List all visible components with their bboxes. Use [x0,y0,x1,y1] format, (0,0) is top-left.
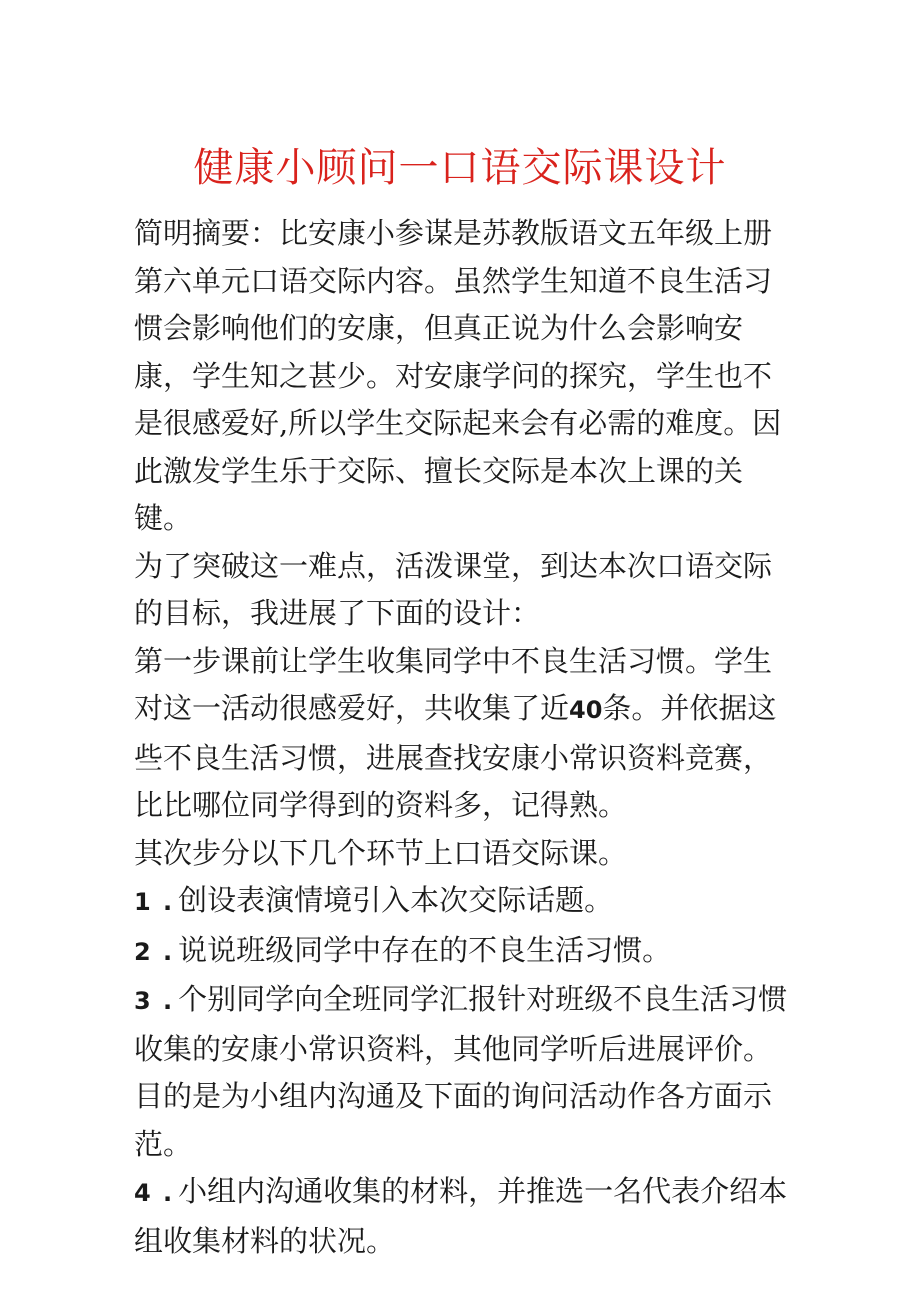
list-item-number: 1 . [134,888,175,916]
list-item-text: 创设表演情境引入本次交际话题。 [178,883,614,917]
step-one-count: 40 [569,696,603,724]
list-item-number: 2 . [134,937,175,966]
list-item-text: 小组内沟通收集的材料，并推选一名代表介绍本组收集材料的状况。 [134,1174,788,1258]
list-item [134,877,794,927]
paragraph-step-two: 其次步分以下几个环节上口语交际课。 [134,835,628,870]
paragraph-abstract: 简明摘要：比安康小参谋是苏教版语文五年级上册第六单元口语交际内容。虽然学生知道不良生活习惯会影响他们的安康，但真正说为什么会影响安康，学生知之甚少。对安康学问的探究，学生也不是很感爱好,所以学生交际起来会有必需的难度。因此激发学生乐于交际、擅长交际是本次上课的关键。 [134,216,782,535]
paragraph-intro: 为了突破这一难点，活泼课堂，到达本次口语交际的目标，我进展了下面的设计： [134,548,773,630]
list-item [134,1168,794,1265]
document-body [134,210,794,1265]
list-item [134,927,794,977]
list-item [134,976,794,1168]
paragraph-step-one [134,638,794,830]
document-title: 健康小顾问一口语交际课设计 [193,145,727,191]
list-item-number: 3 . [134,987,175,1015]
list-item-number: 4 . [134,1179,175,1207]
step-one-text-after: 条。并依据这些不良生活习惯，进展查找安康小常识资料竞赛，比比哪位同学得到的资料多，记得熟。 [134,691,777,822]
step-one-text-before: 第一步课前让学生收集同学中不良生活习惯。学生对这一活动很感爱好，共收集了近 [134,643,773,725]
list-item-text: 个别同学向全班同学汇报针对班级不良生活习惯收集的安康小常识资料，其他同学听后进展评价。目的是为小组内沟通及下面的询问活动作各方面示范。 [134,982,788,1161]
list-item-text: 说说班级同学中存在的不良生活习惯。 [178,932,672,967]
